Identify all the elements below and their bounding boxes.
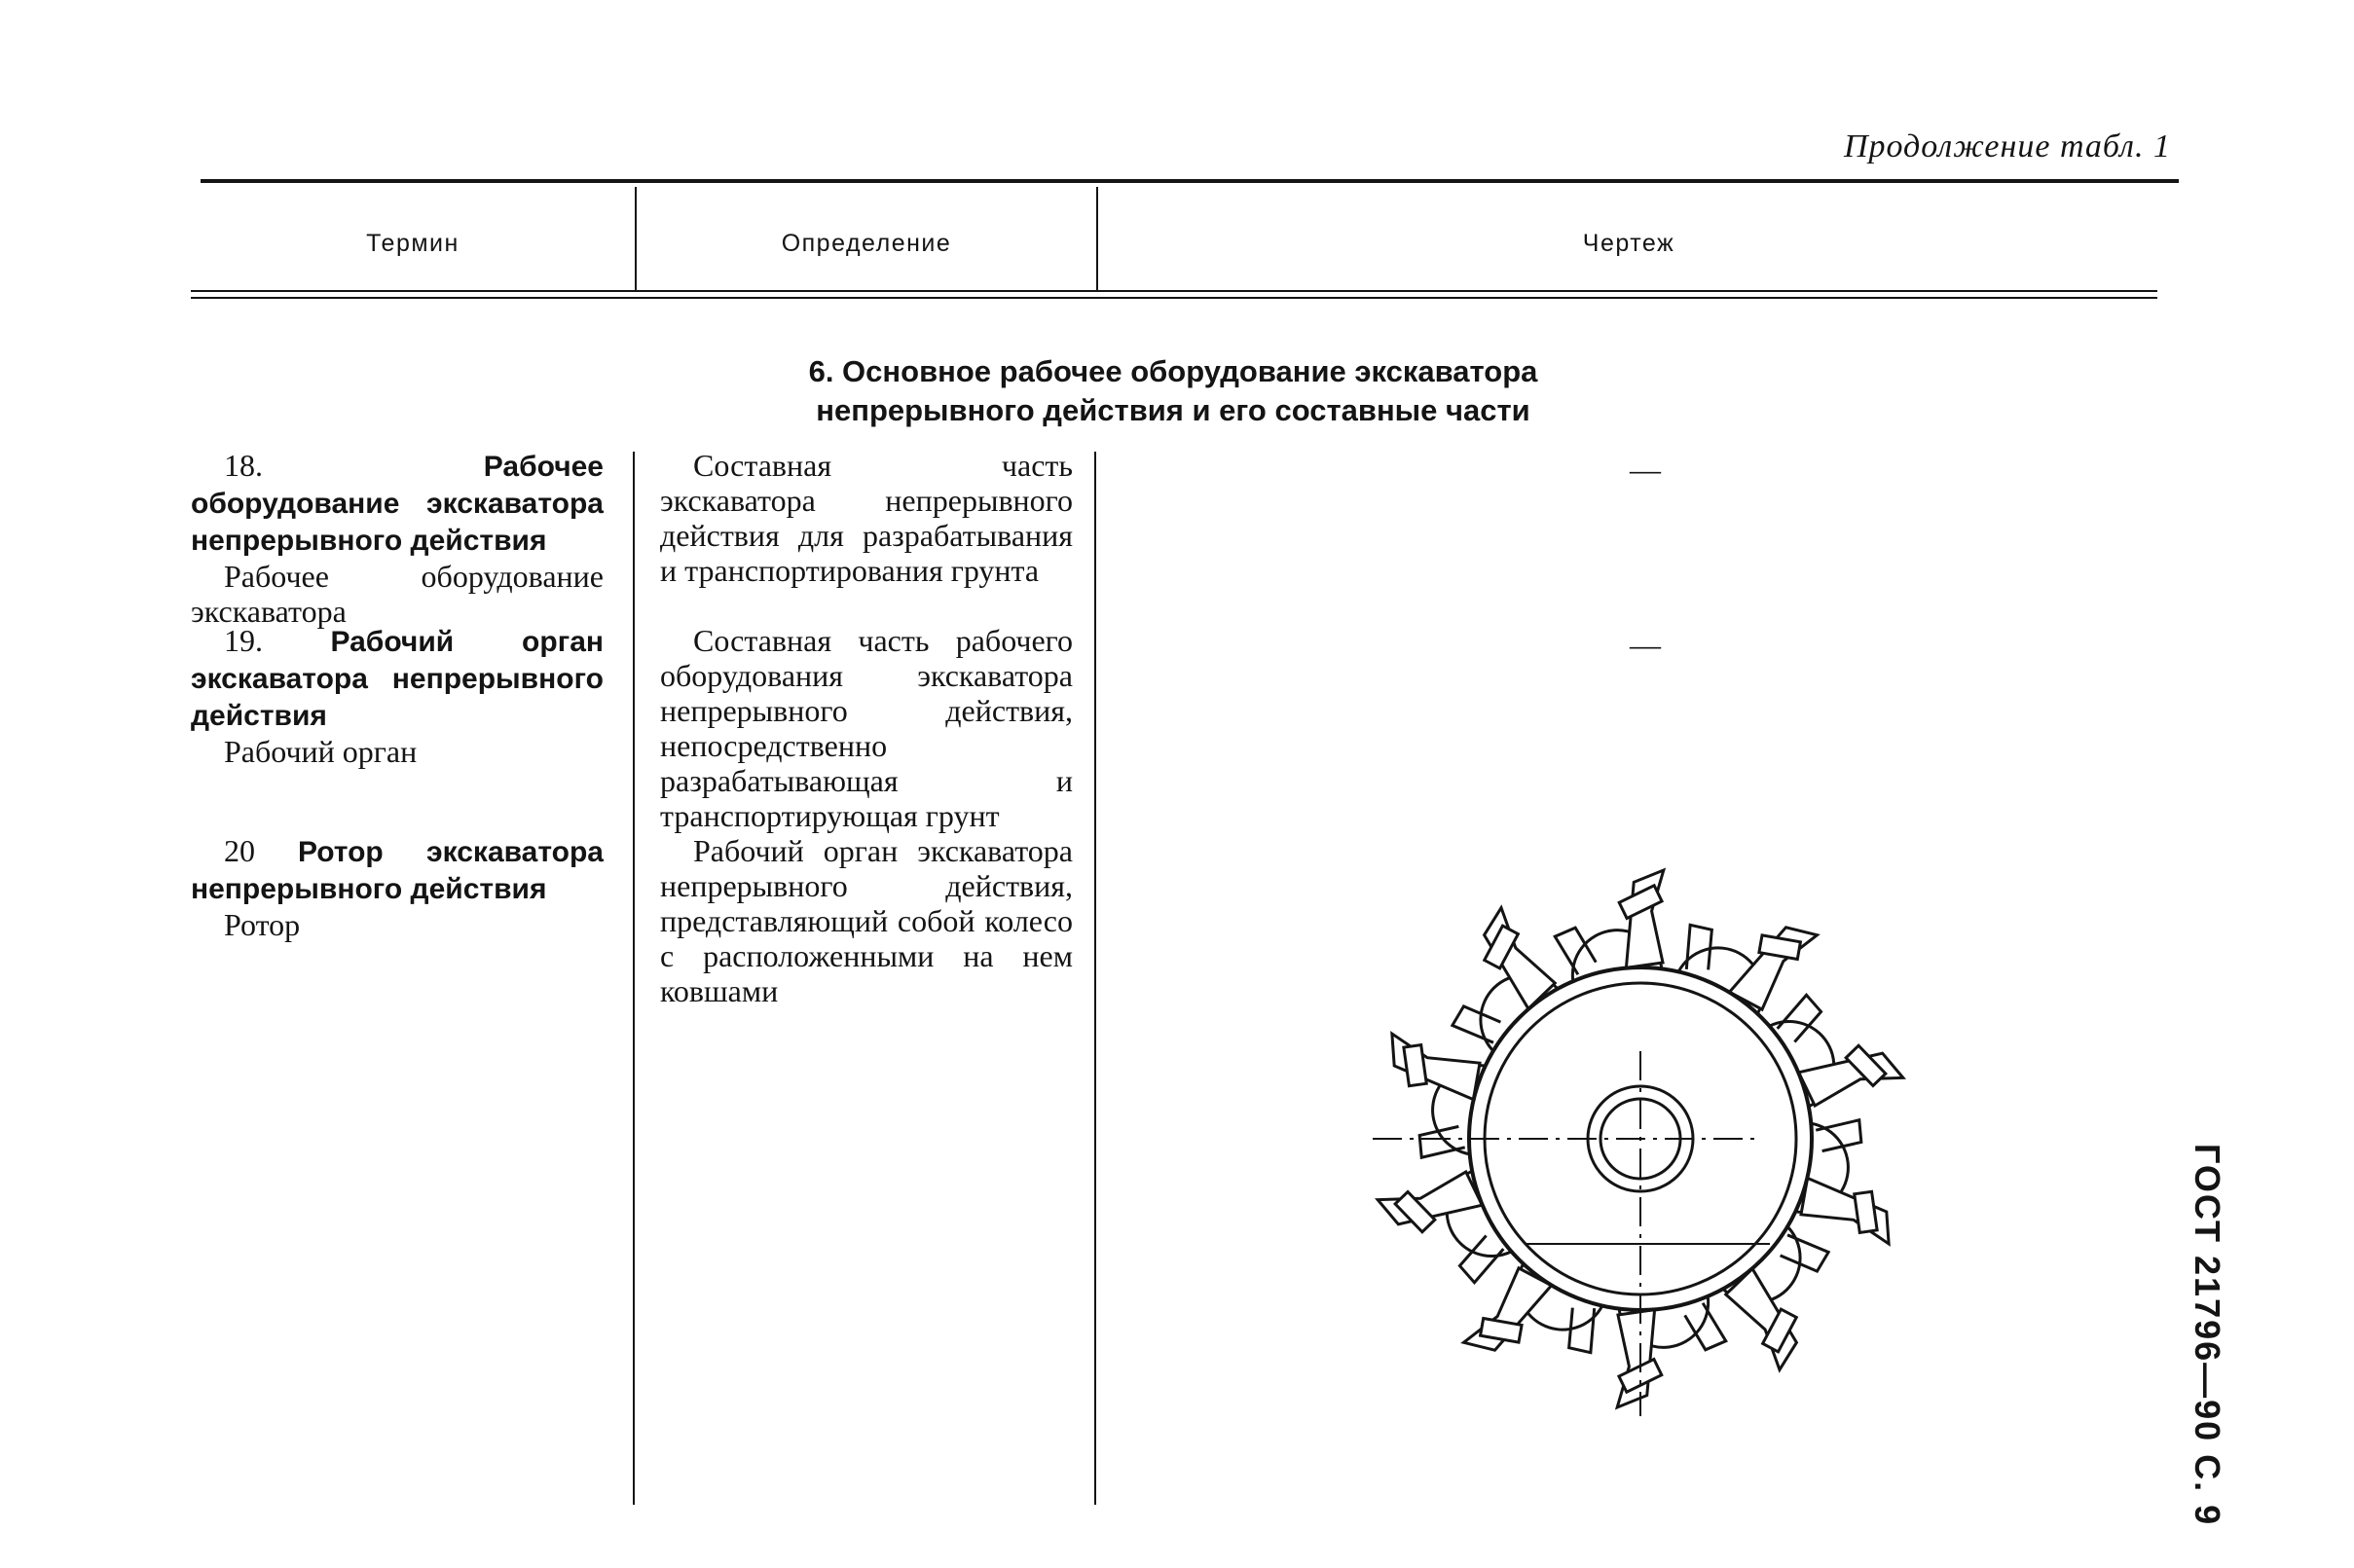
term-number: 19. [224,623,263,658]
definition-20: Рабочий орган экскаватора непрерывного действия, представляющий собой колесо с расположенными на нем ковшами [660,833,1073,1008]
bucket [1603,1295,1733,1407]
term-18 [191,448,604,629]
term-title: Рабочее оборудование экскаватора непрерывного действия [191,451,604,557]
gost-page-number: ГОСТ 21796—90 С. 9 [2188,1144,2227,1527]
bucket-plate [1855,1191,1877,1232]
bucket-tooth [1383,1034,1483,1100]
table-header-rule-1 [191,290,2157,292]
term-number: 20 [224,833,255,868]
drawing-19-dash: — [1630,627,1661,662]
drawing-18-dash: — [1630,452,1661,487]
table-continuation-label: Продолжение табл. 1 [1843,128,2171,164]
term-title: Ротор экскаватора непрерывного действия [191,836,604,905]
column-header-definition: Определение [781,230,952,257]
bucket-plate [1404,1045,1426,1086]
column-header-drawing: Чертеж [1582,230,1675,257]
section-title [545,352,1801,430]
term-number: 18. [224,448,263,483]
term-short: Ротор [224,907,301,942]
term-short: Рабочее оборудование экскаватора [191,559,604,629]
table-header-rule-2 [191,297,2157,299]
body-divider-1 [633,452,635,1505]
body-divider-2 [1094,452,1096,1505]
table-top-rule [201,179,2179,183]
section-title-line-2: непрерывного действия и его составные части [816,393,1530,427]
column-header-term: Термин [366,230,460,257]
definition-19: Составная часть рабочего оборудования экскаватора непрерывного действия, непосредственно разрабатывающая и транспортирующая грунт [660,623,1073,833]
rotor-drawing [1353,857,1928,1431]
term-short: Рабочий орган [224,734,418,769]
definition-18: Составная часть экскаватора непрерывного действия для разрабатывания и транспортирования грунта [660,448,1073,588]
section-title-line-1: 6. Основное рабочее оборудование экскаватора [808,354,1538,388]
term-title: Рабочий орган экскаватора непрерывного действия [191,626,604,732]
term-19 [191,623,604,769]
bucket [1548,870,1677,983]
term-20 [191,833,604,942]
bucket-tooth [1799,1178,1898,1244]
